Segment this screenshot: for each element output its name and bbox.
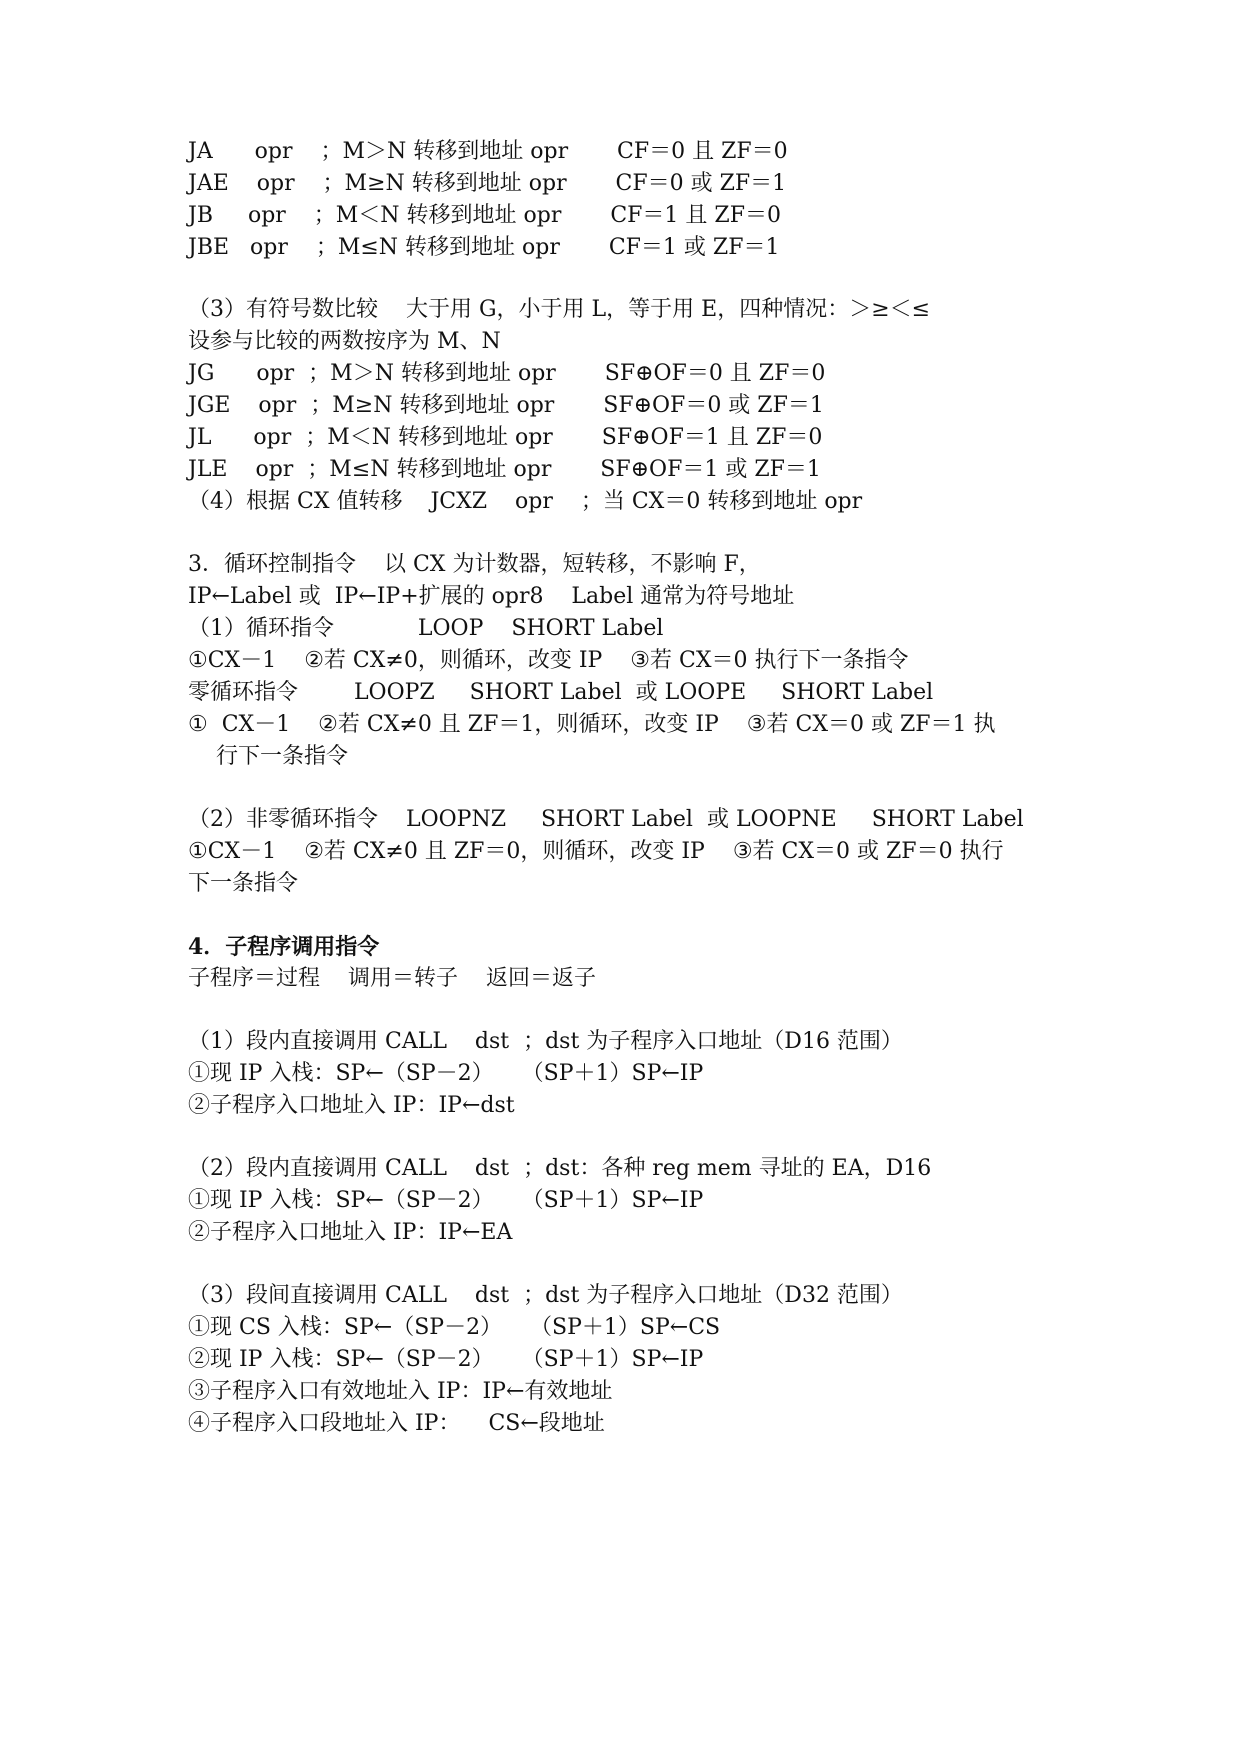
text-line: ③子程序入口有效地址入 IP：IP←有效地址: [188, 1379, 613, 1404]
text-line: ① CX－1 ②若 CX≠0 且 ZF＝1，则循环，改变 IP ③若 CX＝0 或 ZF＝1 执: [188, 712, 996, 737]
text-line: 零循环指令 LOOPZ SHORT Label 或 LOOPE SHORT Label: [188, 680, 934, 705]
text-line: 设参与比较的两数按序为 M、N: [188, 329, 501, 354]
text-line: ②子程序入口地址入 IP：IP←EA: [188, 1220, 513, 1245]
section-heading: （3）有符号数比较 大于用 G，小于用 L，等于用 E，四种情况：＞≥＜≤: [188, 297, 931, 322]
text-line: ④子程序入口段地址入 IP： CS←段地址: [188, 1411, 605, 1436]
text-line: 行下一条指令: [188, 744, 348, 769]
text-line: ②现 IP 入栈：SP←（SP－2） （SP＋1）SP←IP: [188, 1347, 704, 1372]
text-line: ①CX－1 ②若 CX≠0 且 ZF＝0，则循环，改变 IP ③若 CX＝0 或 ZF＝0 执行: [188, 839, 1004, 864]
text-line: （2）非零循环指令 LOOPNZ SHORT Label 或 LOOPNE SHORT Label: [188, 807, 1024, 832]
text-line: （3）段间直接调用 CALL dst ；dst 为子程序入口地址（D32 范围）: [188, 1283, 903, 1308]
text-line: IP←Label 或 IP←IP+扩展的 opr8 Label 通常为符号地址: [188, 584, 795, 609]
text-line: JBE opr ；M≤N 转移到地址 opr CF＝1 或 ZF＝1: [188, 235, 780, 260]
text-line: JB opr ；M＜N 转移到地址 opr CF＝1 且 ZF＝0: [188, 203, 781, 228]
text-line: （2）段内直接调用 CALL dst ；dst：各种 reg mem 寻址的 EA，D16: [188, 1156, 932, 1181]
text-line: JL opr ；M＜N 转移到地址 opr SF⊕OF＝1 且 ZF＝0: [188, 425, 823, 450]
text-line: JGE opr ；M≥N 转移到地址 opr SF⊕OF＝0 或 ZF＝1: [188, 393, 824, 418]
text-line: 子程序＝过程 调用＝转子 返回＝返子: [188, 966, 596, 991]
text-line: JLE opr ；M≤N 转移到地址 opr SF⊕OF＝1 或 ZF＝1: [188, 457, 821, 482]
text-line: JG opr ；M＞N 转移到地址 opr SF⊕OF＝0 且 ZF＝0: [188, 361, 826, 386]
text-line: （1）循环指令 LOOP SHORT Label: [188, 616, 664, 641]
text-line: （4）根据 CX 值转移 JCXZ opr ；当 CX＝0 转移到地址 opr: [188, 489, 863, 514]
text-line: ①现 CS 入栈：SP←（SP－2） （SP＋1）SP←CS: [188, 1315, 721, 1340]
text-line: ①CX－1 ②若 CX≠0，则循环，改变 IP ③若 CX＝0 执行下一条指令: [188, 648, 909, 673]
section-heading: 4．子程序调用指令: [188, 934, 380, 960]
text-line: ②子程序入口地址入 IP：IP←dst: [188, 1093, 515, 1118]
text-line: JA opr ；M＞N 转移到地址 opr CF＝0 且 ZF＝0: [188, 139, 788, 164]
section-heading: 3．循环控制指令 以 CX 为计数器，短转移，不影响 F，: [188, 552, 761, 577]
text-line: JAE opr ；M≥N 转移到地址 opr CF＝0 或 ZF＝1: [188, 171, 787, 196]
text-line: ①现 IP 入栈：SP←（SP－2） （SP＋1）SP←IP: [188, 1188, 704, 1213]
text-line: （1）段内直接调用 CALL dst ；dst 为子程序入口地址（D16 范围）: [188, 1029, 903, 1054]
text-line: 下一条指令: [188, 871, 299, 896]
text-line: ①现 IP 入栈：SP←（SP－2） （SP＋1）SP←IP: [188, 1061, 704, 1086]
